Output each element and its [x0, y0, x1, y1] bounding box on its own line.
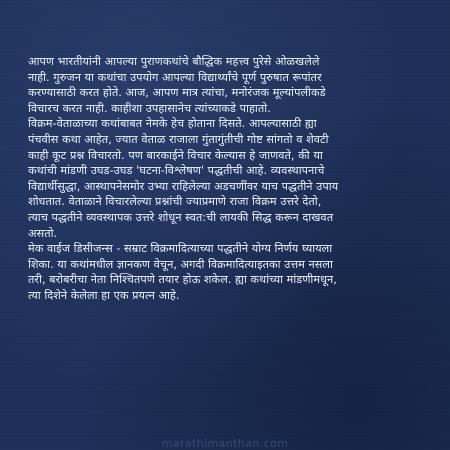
paragraph-2 [28, 116, 440, 241]
text-line: त्या दिशेने केलेला हा एक प्रयत्न आहे. [28, 288, 180, 302]
text-line: कथांची मांडणी उघड-उघड 'घटना-विश्लेषण' पद्धतीची आहे. व्यवस्थापनाचे [28, 164, 325, 178]
text-line: विद्यार्थीसुद्धा, आस्थापनेसमोर उभ्या राहिलेल्या अडचणींवर याच पद्धतीने उपाय [28, 179, 339, 193]
text-line: करण्यासाठी करत होते. आज, आपण मात्र त्यांचा, मनोरंजक मूल्यांपलीकडे [28, 86, 326, 100]
text-line: विक्रम-वेताळाच्या कथांबाबत नेमके हेच होताना दिसते. आपल्यासाठी ह्या [28, 117, 317, 131]
paragraph-1 [28, 54, 440, 116]
text-line: नाही. गुरुजन या कथांचा उपयोग आपल्या विद्यार्थ्यांचे पूर्ण पुरुषात रूपांतर [28, 70, 322, 84]
paragraph-3 [28, 241, 440, 303]
text-line: शोधतात. वेताळाने विचारलेल्या प्रश्नांची ज्याप्रमाणे राजा विक्रम उत्तरे देतो, [28, 195, 322, 209]
text-line: मेक वाईज डिसीजन्स - सम्राट विक्रमादित्याच्या पद्धतीने योग्य निर्णय घ्यायला [28, 242, 333, 256]
text-line: काही कूट प्रश्न विचारतो. पण बारकाईने विचार केल्यास हे जाणवते, की या [28, 148, 323, 162]
watermark: marathimanthan.com [161, 437, 289, 450]
text-line: असतो. [28, 226, 58, 240]
text-line: त्याच पद्धतीने व्यवस्थापक उत्तरे शोधून स्वत:ची लायकी सिद्ध करून दाखवत [28, 210, 334, 224]
text-line: आपण भारतीयांनी आपल्या पुराणकथांचे बौद्धिक महत्त्व पुरेसे ओळखलेले [28, 55, 320, 68]
text-line: तरी, बरोबरीचा नेता निश्चितपणे तयार होऊ शकेल. ह्या कथांच्या मांडणीमधून, [28, 273, 337, 287]
text-line: पंचवीस कथा आहेत, ज्यात वेताळ राजाला गुंतागुंतीची गोष्ट सांगतो व शेवटी [28, 132, 329, 146]
blurb-text [28, 54, 440, 304]
text-line: शिका. या कथांमधील ज्ञानकण वेचून, अगदी विक्रमादित्याइतका उत्तम नसला [28, 257, 333, 271]
text-line: विचारच करत नाही. काहीशा उपहासानेच त्यांच्याकडे पाहातो. [28, 101, 271, 115]
